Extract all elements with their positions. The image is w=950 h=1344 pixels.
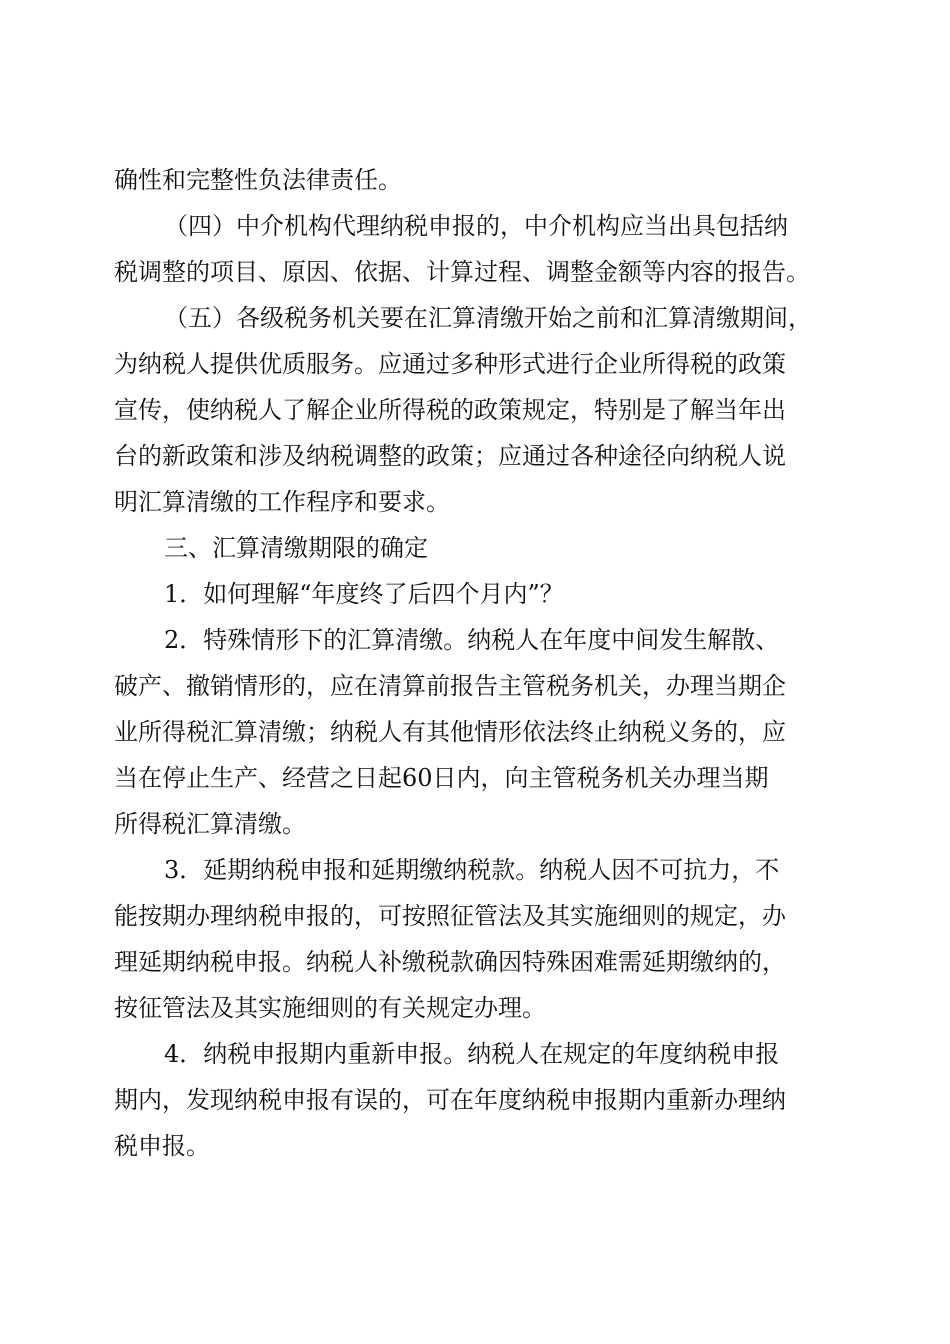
text-line: 4．纳税申报期内重新申报。纳税人在规定的年度纳税申报	[164, 1040, 780, 1068]
text-line: 宣传，使纳税人了解企业所得税的政策规定，特别是了解当年出	[114, 396, 786, 424]
text-line: 3．延期纳税申报和延期缴纳税款。纳税人因不可抗力，不	[164, 856, 780, 884]
text-line: 确性和完整性负法律责任。	[114, 166, 402, 194]
text-line: 破产、撤销情形的，应在清算前报告主管税务机关，办理当期企	[114, 672, 786, 700]
text-line: 台的新政策和涉及纳税调整的政策；应通过各种途径向纳税人说	[114, 442, 786, 470]
text-line: 税申报。	[114, 1132, 210, 1160]
text-line: （五）各级税务机关要在汇算清缴开始之前和汇算清缴期间，	[164, 304, 812, 332]
text-line: 理延期纳税申报。纳税人补缴税款确因特殊困难需延期缴纳的，	[114, 948, 786, 976]
text-line: 税调整的项目、原因、依据、计算过程、调整金额等内容的报告。	[114, 258, 810, 286]
text-line: 明汇算清缴的工作程序和要求。	[114, 488, 450, 516]
text-line: 2．特殊情形下的汇算清缴。纳税人在年度中间发生解散、	[164, 626, 780, 654]
document-body	[114, 157, 854, 1169]
text-line: 当在停止生产、经营之日起60日内，向主管税务机关办理当期	[114, 764, 769, 792]
section-heading: 三、汇算清缴期限的确定	[164, 534, 428, 562]
text-line: 为纳税人提供优质服务。应通过多种形式进行企业所得税的政策	[114, 350, 786, 378]
text-line: （四）中介机构代理纳税申报的，中介机构应当出具包括纳	[164, 212, 788, 240]
text-line: 按征管法及其实施细则的有关规定办理。	[114, 994, 546, 1022]
text-line: 能按期办理纳税申报的，可按照征管法及其实施细则的规定，办	[114, 902, 786, 930]
text-line: 期内，发现纳税申报有误的，可在年度纳税申报期内重新办理纳	[114, 1086, 786, 1114]
text-line: 1．如何理解“年度终了后四个月内”？	[164, 580, 564, 608]
text-line: 业所得税汇算清缴；纳税人有其他情形依法终止纳税义务的，应	[114, 718, 786, 746]
text-line: 所得税汇算清缴。	[114, 810, 306, 838]
